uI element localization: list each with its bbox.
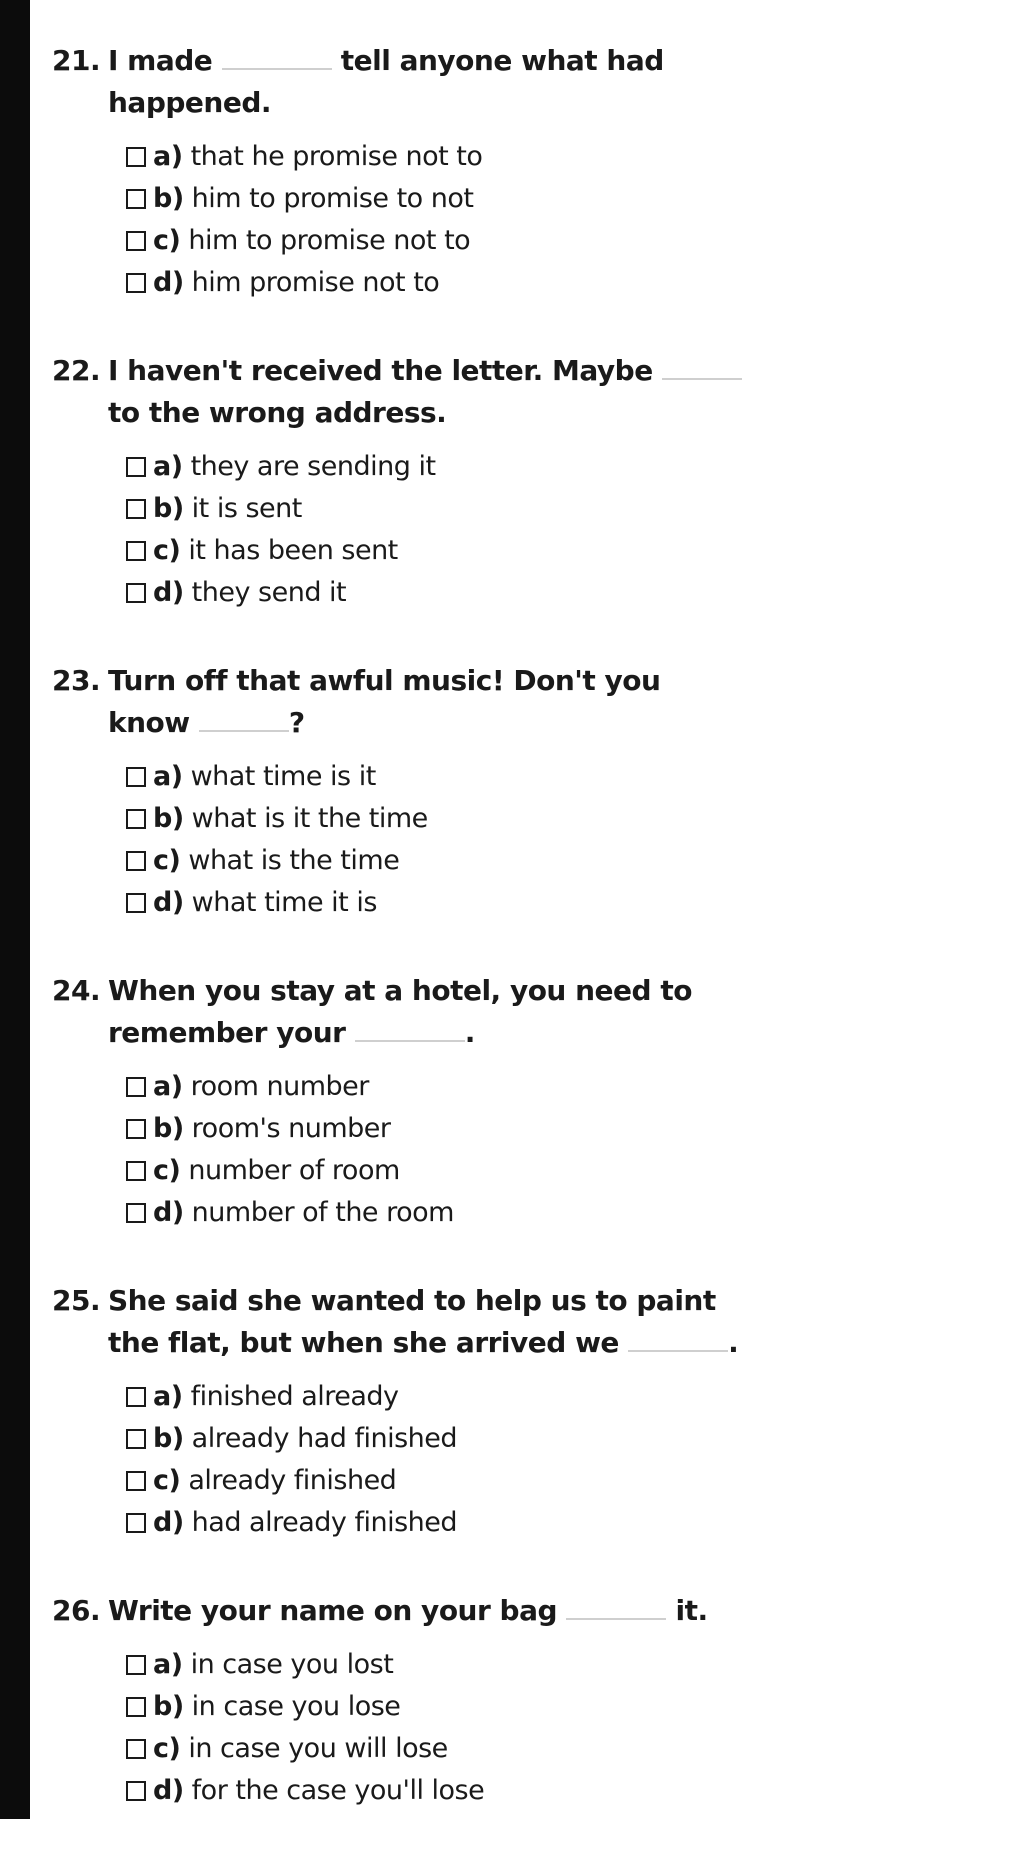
answer-blank xyxy=(628,1322,728,1352)
checkbox[interactable] xyxy=(126,767,146,787)
option-text: in case you lost xyxy=(190,1649,394,1680)
option-c[interactable] xyxy=(126,1150,992,1192)
option-text: for the case you'll lose xyxy=(191,1775,485,1806)
option-letter: c) xyxy=(153,845,181,876)
checkbox[interactable] xyxy=(126,231,146,251)
option-a[interactable] xyxy=(126,756,992,798)
option-letter: c) xyxy=(153,225,181,256)
option-text: him promise not to xyxy=(191,267,440,298)
question-text xyxy=(108,350,748,434)
option-letter: a) xyxy=(153,451,183,482)
option-text: him to promise to not xyxy=(191,183,474,214)
option-text: him to promise not to xyxy=(188,225,471,256)
option-b[interactable] xyxy=(126,1108,992,1150)
question-stem xyxy=(52,970,992,1054)
option-text: it has been sent xyxy=(188,535,398,566)
answer-blank xyxy=(662,350,742,380)
stem-after-blank: tell anyone what had happened. xyxy=(108,44,664,119)
question-text xyxy=(108,1590,748,1632)
option-text: had already finished xyxy=(191,1507,458,1538)
option-b[interactable] xyxy=(126,1686,992,1728)
option-c[interactable] xyxy=(126,220,992,262)
stem-after-blank: it. xyxy=(675,1594,708,1627)
answer-options xyxy=(52,756,992,924)
option-letter: a) xyxy=(153,761,183,792)
option-text: they are sending it xyxy=(190,451,436,482)
question-number: 26. xyxy=(52,1594,101,1627)
checkbox[interactable] xyxy=(126,1655,146,1675)
option-b[interactable] xyxy=(126,798,992,840)
option-text: room's number xyxy=(191,1113,391,1144)
checkbox[interactable] xyxy=(126,1203,146,1223)
option-letter: b) xyxy=(153,803,184,834)
option-text: what time it is xyxy=(191,887,377,918)
question-25 xyxy=(52,1280,992,1544)
question-text xyxy=(108,970,748,1054)
option-letter: a) xyxy=(153,1071,183,1102)
question-number: 21. xyxy=(52,44,101,77)
stem-before-blank: I made xyxy=(108,44,213,77)
option-letter: d) xyxy=(153,1775,184,1806)
option-text: number of room xyxy=(188,1155,400,1186)
checkbox[interactable] xyxy=(126,1471,146,1491)
answer-options xyxy=(52,1376,992,1544)
checkbox[interactable] xyxy=(126,147,146,167)
stem-after-blank: . xyxy=(464,1016,475,1049)
checkbox[interactable] xyxy=(126,1739,146,1759)
left-margin-bar xyxy=(0,0,30,1819)
option-text: in case you lose xyxy=(191,1691,401,1722)
question-stem xyxy=(52,40,992,124)
option-letter: a) xyxy=(153,141,183,172)
option-text: what is the time xyxy=(188,845,400,876)
option-b[interactable] xyxy=(126,488,992,530)
question-list xyxy=(52,40,992,1858)
checkbox[interactable] xyxy=(126,1387,146,1407)
checkbox[interactable] xyxy=(126,189,146,209)
answer-blank xyxy=(355,1012,465,1042)
option-letter: d) xyxy=(153,577,184,608)
option-d[interactable] xyxy=(126,572,992,614)
option-text: room number xyxy=(190,1071,369,1102)
question-21 xyxy=(52,40,992,304)
option-text: already finished xyxy=(188,1465,397,1496)
option-letter: d) xyxy=(153,1197,184,1228)
question-number: 24. xyxy=(52,974,101,1007)
stem-before-blank: Write your name on your bag xyxy=(108,1594,558,1627)
checkbox[interactable] xyxy=(126,457,146,477)
checkbox[interactable] xyxy=(126,583,146,603)
option-text: what is it the time xyxy=(191,803,428,834)
option-a[interactable] xyxy=(126,1066,992,1108)
question-24 xyxy=(52,970,992,1234)
option-text: finished already xyxy=(190,1381,399,1412)
checkbox[interactable] xyxy=(126,499,146,519)
option-letter: c) xyxy=(153,1155,181,1186)
option-d[interactable] xyxy=(126,1770,992,1812)
option-d[interactable] xyxy=(126,1192,992,1234)
option-c[interactable] xyxy=(126,1728,992,1770)
option-text: what time is it xyxy=(190,761,376,792)
option-letter: b) xyxy=(153,1691,184,1722)
option-letter: b) xyxy=(153,1113,184,1144)
option-d[interactable] xyxy=(126,1502,992,1544)
option-text: it is sent xyxy=(191,493,302,524)
stem-before-blank: Turn off that awful music! Don't you know xyxy=(108,664,661,739)
option-text: that he promise not to xyxy=(190,141,483,172)
option-b[interactable] xyxy=(126,178,992,220)
option-letter: a) xyxy=(153,1381,183,1412)
option-d[interactable] xyxy=(126,882,992,924)
option-letter: c) xyxy=(153,1733,181,1764)
option-text: they send it xyxy=(191,577,347,608)
option-d[interactable] xyxy=(126,262,992,304)
checkbox[interactable] xyxy=(126,809,146,829)
question-text xyxy=(108,40,748,124)
stem-before-blank: When you stay at a hotel, you need to remember your xyxy=(108,974,692,1049)
question-number: 25. xyxy=(52,1284,101,1317)
question-26 xyxy=(52,1590,992,1812)
checkbox[interactable] xyxy=(126,1161,146,1181)
stem-after-blank: . xyxy=(728,1326,739,1359)
checkbox[interactable] xyxy=(126,1119,146,1139)
stem-before-blank: I haven't received the letter. Maybe xyxy=(108,354,653,387)
answer-blank xyxy=(199,702,289,732)
question-number: 23. xyxy=(52,664,101,697)
option-a[interactable] xyxy=(126,1376,992,1418)
checkbox[interactable] xyxy=(126,893,146,913)
option-letter: c) xyxy=(153,1465,181,1496)
question-text xyxy=(108,660,748,744)
checkbox[interactable] xyxy=(126,1429,146,1449)
option-letter: a) xyxy=(153,1649,183,1680)
answer-blank xyxy=(566,1590,666,1620)
option-letter: d) xyxy=(153,1507,184,1538)
checkbox[interactable] xyxy=(126,1513,146,1533)
option-letter: c) xyxy=(153,535,181,566)
checkbox[interactable] xyxy=(126,1781,146,1801)
question-stem xyxy=(52,350,992,434)
question-text xyxy=(108,1280,748,1364)
question-number: 22. xyxy=(52,354,101,387)
question-stem xyxy=(52,1280,992,1364)
question-stem xyxy=(52,1590,992,1632)
answer-blank xyxy=(222,40,332,70)
option-a[interactable] xyxy=(126,446,992,488)
option-letter: d) xyxy=(153,267,184,298)
option-text: in case you will lose xyxy=(188,1733,448,1764)
option-text: number of the room xyxy=(191,1197,454,1228)
checkbox[interactable] xyxy=(126,541,146,561)
option-letter: d) xyxy=(153,887,184,918)
option-b[interactable] xyxy=(126,1418,992,1460)
answer-options xyxy=(52,136,992,304)
stem-after-blank: ? xyxy=(288,706,305,739)
checkbox[interactable] xyxy=(126,1077,146,1097)
checkbox[interactable] xyxy=(126,273,146,293)
checkbox[interactable] xyxy=(126,1697,146,1717)
answer-options xyxy=(52,1066,992,1234)
option-letter: b) xyxy=(153,1423,184,1454)
option-letter: b) xyxy=(153,493,184,524)
answer-options xyxy=(52,1644,992,1812)
option-c[interactable] xyxy=(126,530,992,572)
question-stem xyxy=(52,660,992,744)
option-a[interactable] xyxy=(126,136,992,178)
option-a[interactable] xyxy=(126,1644,992,1686)
option-c[interactable] xyxy=(126,840,992,882)
checkbox[interactable] xyxy=(126,851,146,871)
question-22 xyxy=(52,350,992,614)
answer-options xyxy=(52,446,992,614)
option-letter: b) xyxy=(153,183,184,214)
question-23 xyxy=(52,660,992,924)
stem-before-blank: She said she wanted to help us to paint the flat, but when she arrived we xyxy=(108,1284,716,1359)
option-text: already had finished xyxy=(191,1423,458,1454)
option-c[interactable] xyxy=(126,1460,992,1502)
stem-after-blank: to the wrong address. xyxy=(108,396,447,429)
